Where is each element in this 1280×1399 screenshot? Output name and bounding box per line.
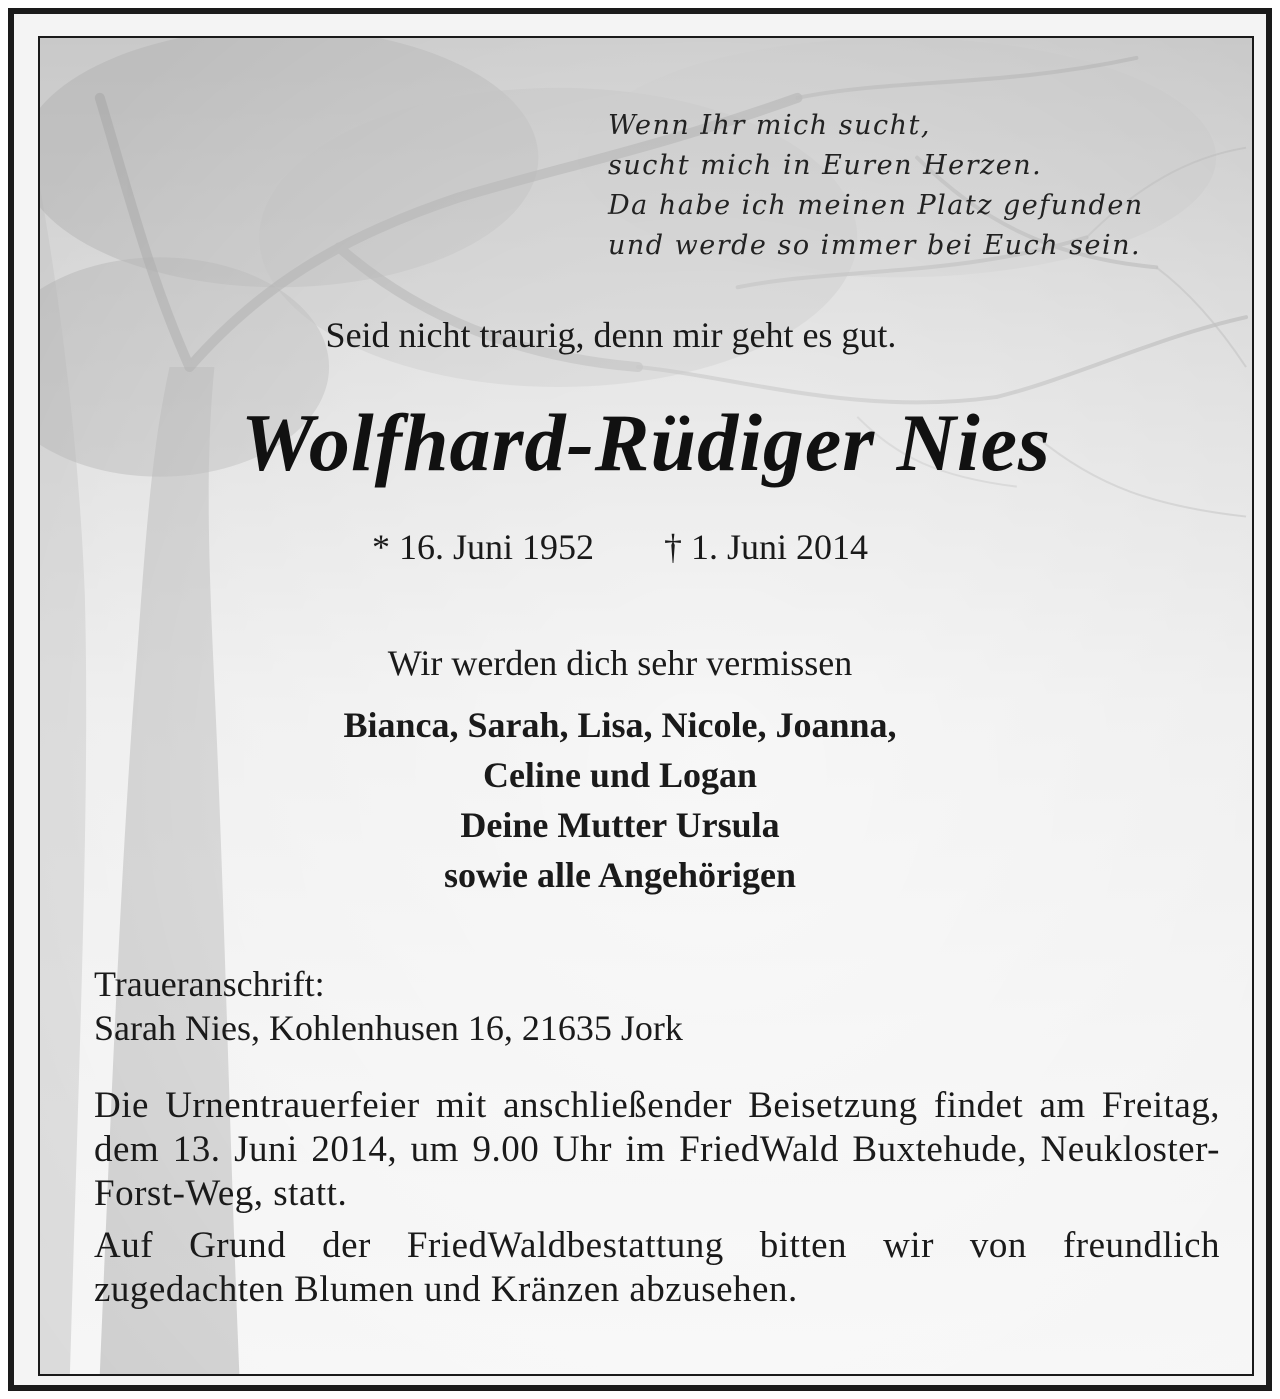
address-line: Sarah Nies, Kohlenhusen 16, 21635 Jork xyxy=(94,1008,683,1048)
inner-border xyxy=(38,36,1254,1376)
mourner-line: Bianca, Sarah, Lisa, Nicole, Joanna, xyxy=(343,705,897,745)
mourner-line: sowie alle Angehörigen xyxy=(444,855,796,895)
mourner-line: Deine Mutter Ursula xyxy=(460,805,780,845)
farewell-line: Wir werden dich sehr vermissen xyxy=(387,643,853,683)
motto: Seid nicht traurig, denn mir geht es gut. xyxy=(325,315,897,355)
poem-line: Da habe ich meinen Platz gefunden xyxy=(608,190,1144,221)
poem xyxy=(608,106,1144,266)
mourners-list xyxy=(40,700,1252,900)
outer-border xyxy=(8,8,1272,1391)
address-label: Traueranschrift: xyxy=(94,964,325,1004)
ceremony-paragraph: Die Urnentrauerfeier mit anschließender Beisetzung findet am Freitag, dem 13. Juni 2014, um 9.00 Uhr im FriedWald Buxtehude, Neukloster-Forst-Weg, statt. xyxy=(94,1085,1220,1214)
poem-line: und werde so immer bei Euch sein. xyxy=(608,230,1142,261)
death-date: † 1. Juni 2014 xyxy=(664,527,869,567)
deceased-name: Wolfhard-Rüdiger Nies xyxy=(241,397,1051,488)
poem-line: Wenn Ihr mich sucht, xyxy=(608,110,931,141)
birth-date: * 16. Juni 1952 xyxy=(371,527,594,567)
life-dates xyxy=(40,526,1252,568)
poem-line: sucht mich in Euren Herzen. xyxy=(608,150,1043,181)
mourning-address xyxy=(94,962,683,1050)
mourner-line: Celine und Logan xyxy=(482,755,758,795)
flowers-note-paragraph: Auf Grund der FriedWaldbestattung bitten wir von freundlich zugedachten Blumen und Kränzen abzusehen. xyxy=(94,1225,1220,1310)
